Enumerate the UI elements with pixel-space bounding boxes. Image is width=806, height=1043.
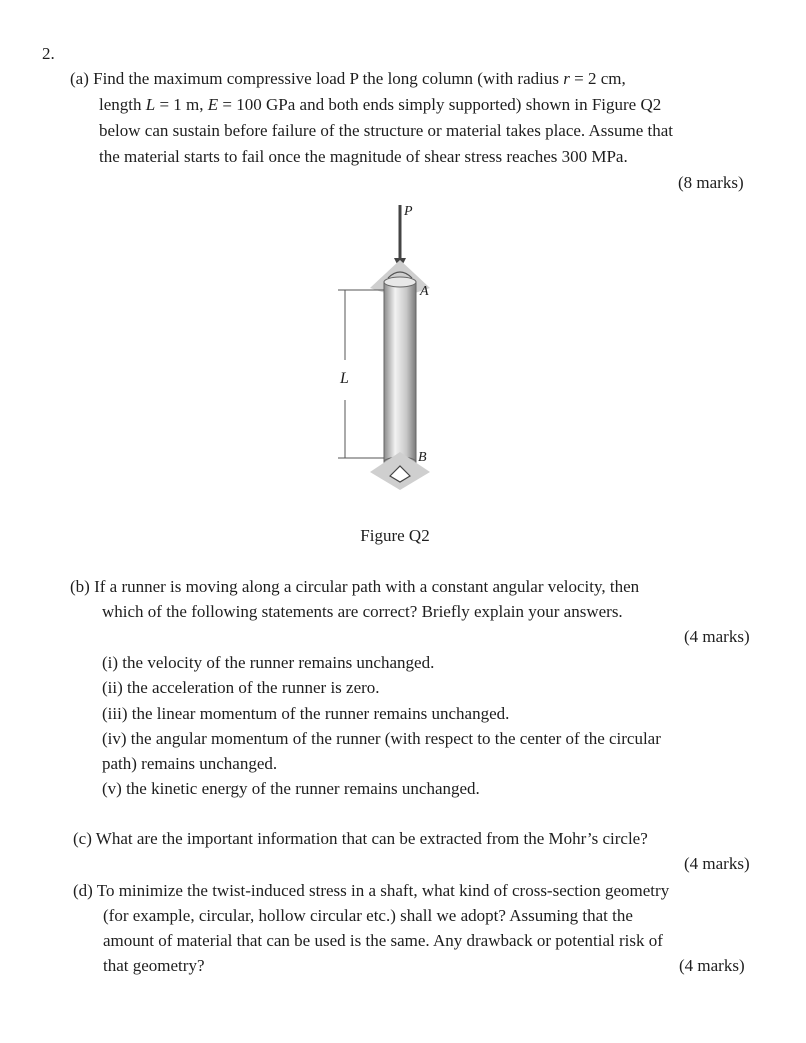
figure-q2-column — [300, 200, 460, 500]
part-d-marks: (4 marks) — [679, 956, 745, 975]
part-a-text: = 100 GPa and both ends simply supported) shown in Figure Q2 — [218, 95, 662, 114]
math-L: L — [145, 95, 156, 114]
part-a-text: = 1 m, — [155, 95, 208, 114]
math-r: r — [563, 69, 570, 88]
part-b-item-iv-cont: path) remains unchanged. — [102, 754, 278, 773]
label-A: A — [420, 284, 429, 299]
part-c-marks: (4 marks) — [684, 854, 750, 873]
part-b-item-ii: (ii) the acceleration of the runner is zero. — [102, 678, 380, 697]
part-d-line-4: that geometry? — [103, 956, 205, 975]
part-a-text: length — [99, 95, 146, 114]
part-b-item-i: (i) the velocity of the runner remains unchanged. — [102, 653, 435, 672]
part-a-line-4: the material starts to fail once the magnitude of shear stress reaches 300 MPa. — [99, 147, 628, 166]
label-B: B — [418, 450, 427, 465]
part-a-line-1 — [70, 68, 626, 90]
label-L: L — [340, 370, 349, 387]
math-E: E — [207, 95, 219, 114]
part-a-text: = 2 cm, — [569, 69, 626, 88]
part-a-marks: (8 marks) — [678, 173, 744, 192]
figure-caption: Figure Q2 — [360, 526, 430, 545]
part-a-text: (a) Find the maximum compressive load P the long column (with radius — [70, 69, 564, 88]
column-body — [384, 282, 416, 462]
column-diagram — [300, 200, 460, 500]
part-d-line-3: amount of material that can be used is the same. Any drawback or potential risk of — [103, 931, 663, 950]
part-d-line-2: (for example, circular, hollow circular etc.) shall we adopt? Assuming that the — [103, 906, 633, 925]
part-b-item-iii: (iii) the linear momentum of the runner remains unchanged. — [102, 704, 510, 723]
part-b-line-1: (b) If a runner is moving along a circular path with a constant angular velocity, then — [70, 577, 640, 596]
part-d-line-1: (d) To minimize the twist-induced stress in a shaft, what kind of cross-section geometry — [73, 881, 670, 900]
part-b-line-2: which of the following statements are correct? Briefly explain your answers. — [102, 602, 623, 621]
part-b-marks: (4 marks) — [684, 627, 750, 646]
part-b-item-iv: (iv) the angular momentum of the runner (with respect to the center of the circular — [102, 729, 661, 748]
part-b-item-v: (v) the kinetic energy of the runner remains unchanged. — [102, 779, 480, 798]
label-P: P — [404, 204, 413, 219]
part-c-line-1: (c) What are the important information that can be extracted from the Mohr’s circle? — [73, 829, 648, 848]
question-number: 2. — [42, 44, 55, 63]
part-a-line-2 — [99, 94, 661, 116]
part-a-line-3: below can sustain before failure of the structure or material takes place. Assume that — [99, 121, 674, 140]
